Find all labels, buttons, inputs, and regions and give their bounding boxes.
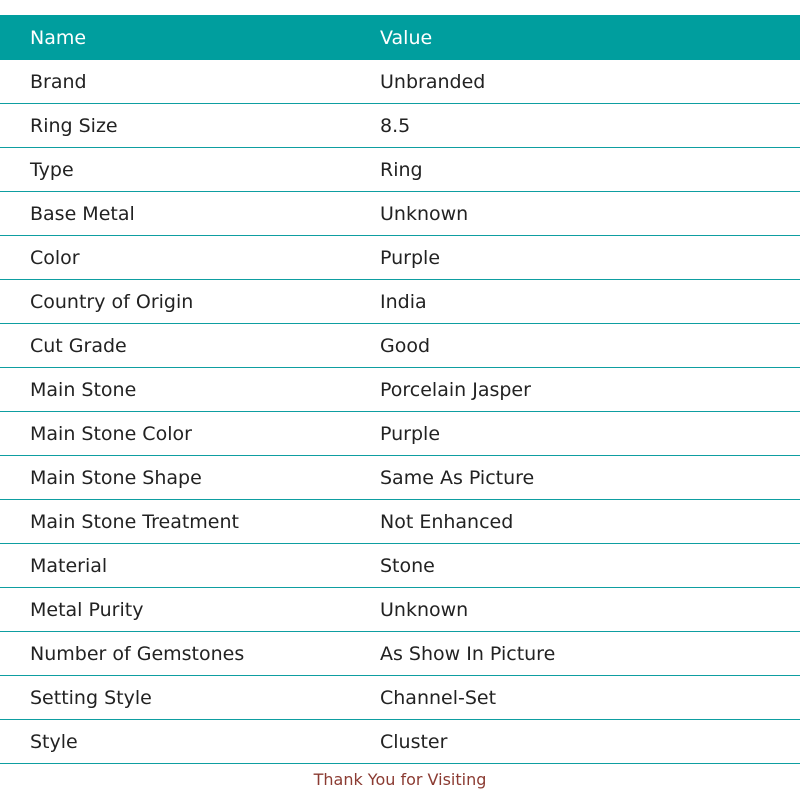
row-name-cell: Type [0, 148, 350, 192]
row-name-cell: Setting Style [0, 676, 350, 720]
table-row [0, 60, 800, 104]
item-specifics-table [0, 15, 800, 764]
row-name-cell: Brand [0, 60, 350, 104]
row-name-cell: Number of Gemstones [0, 632, 350, 676]
row-name-cell: Country of Origin [0, 280, 350, 324]
table-header-row [0, 15, 800, 60]
column-header-value: Value [350, 15, 800, 60]
row-name-cell: Base Metal [0, 192, 350, 236]
row-name-cell: Style [0, 720, 350, 764]
row-name-cell: Metal Purity [0, 588, 350, 632]
table-row [0, 236, 800, 280]
row-value-cell: Unknown [350, 588, 800, 632]
table-row [0, 588, 800, 632]
table-row [0, 632, 800, 676]
row-value-cell: Not Enhanced [350, 500, 800, 544]
row-name-cell: Ring Size [0, 104, 350, 148]
footer-thank-you: Thank You for Visiting [313, 770, 487, 789]
table-row [0, 500, 800, 544]
column-header-name: Name [0, 15, 350, 60]
row-name-cell: Material [0, 544, 350, 588]
table-row [0, 192, 800, 236]
row-value-cell: Stone [350, 544, 800, 588]
table-row [0, 720, 800, 764]
table-row [0, 456, 800, 500]
table-row [0, 544, 800, 588]
row-value-cell: Unknown [350, 192, 800, 236]
row-value-cell: Same As Picture [350, 456, 800, 500]
row-value-cell: Ring [350, 148, 800, 192]
row-value-cell: Unbranded [350, 60, 800, 104]
row-name-cell: Main Stone Color [0, 412, 350, 456]
row-name-cell: Main Stone [0, 368, 350, 412]
row-value-cell: Good [350, 324, 800, 368]
table-row [0, 280, 800, 324]
table-row [0, 368, 800, 412]
row-name-cell: Cut Grade [0, 324, 350, 368]
table-row [0, 104, 800, 148]
row-value-cell: Channel-Set [350, 676, 800, 720]
table-row [0, 412, 800, 456]
table-row [0, 148, 800, 192]
row-name-cell: Color [0, 236, 350, 280]
row-value-cell: Cluster [350, 720, 800, 764]
row-value-cell: India [350, 280, 800, 324]
row-value-cell: 8.5 [350, 104, 800, 148]
table-row [0, 676, 800, 720]
row-name-cell: Main Stone Treatment [0, 500, 350, 544]
row-value-cell: Porcelain Jasper [350, 368, 800, 412]
row-name-cell: Main Stone Shape [0, 456, 350, 500]
row-value-cell: Purple [350, 412, 800, 456]
row-value-cell: As Show In Picture [350, 632, 800, 676]
table-row [0, 324, 800, 368]
row-value-cell: Purple [350, 236, 800, 280]
